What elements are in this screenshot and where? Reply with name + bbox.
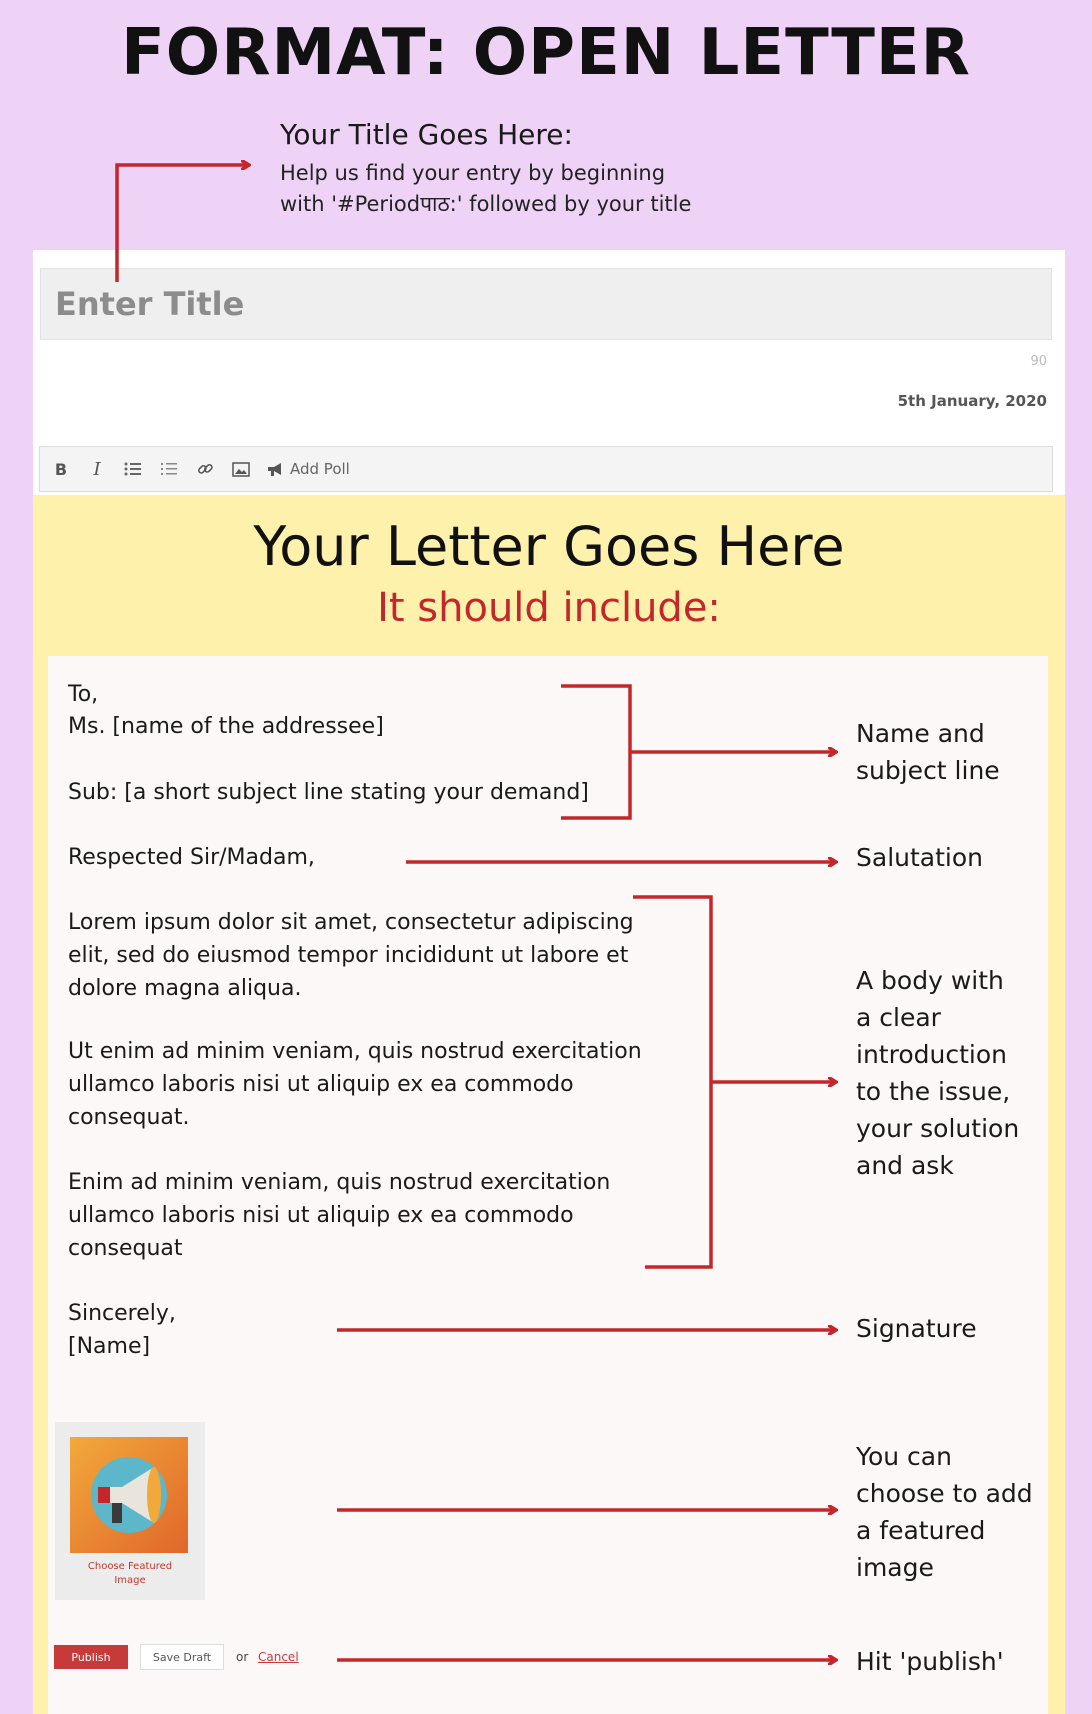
annotation-line: image xyxy=(856,1553,934,1582)
letter-to: To, xyxy=(68,682,99,707)
cancel-link[interactable]: Cancel xyxy=(258,1650,299,1664)
title-hint-line-1: Help us find your entry by beginning xyxy=(280,161,666,185)
letter-paragraph-2-line: consequat. xyxy=(68,1105,190,1130)
or-text: or xyxy=(236,1650,249,1664)
letter-paragraph-3-line: consequat xyxy=(68,1236,183,1261)
annotation-line: You can xyxy=(856,1442,952,1471)
letter-paragraph-2-line: ullamco laboris nisi ut aliquip ex ea commodo xyxy=(68,1072,574,1097)
annotation-line: a clear xyxy=(856,1003,941,1032)
body-bracket xyxy=(633,897,711,1267)
letter-subject: Sub: [a short subject line stating your demand] xyxy=(68,780,589,805)
title-hint-line-2: with '#Periodपाठ:' followed by your title xyxy=(280,192,692,216)
title-hint-arrow xyxy=(117,165,248,282)
annotation-line: Salutation xyxy=(856,843,983,872)
annotation-line: a featured xyxy=(856,1516,986,1545)
char-count: 90 xyxy=(1030,354,1047,369)
letter-subheading: It should include: xyxy=(377,585,721,631)
name-subject-bracket xyxy=(561,686,630,818)
letter-signature-name: [Name] xyxy=(68,1334,151,1359)
title-hint-heading: Your Title Goes Here: xyxy=(280,118,573,151)
annotation-line: Name and xyxy=(856,719,985,748)
letter-paragraph-1-line: dolore magna aliqua. xyxy=(68,976,302,1001)
featured-image-caption-line: Choose Featured xyxy=(87,1561,173,1572)
annotation-line: your solution xyxy=(856,1114,1020,1143)
publish-button[interactable]: Publish xyxy=(54,1645,128,1669)
save-draft-button[interactable]: Save Draft xyxy=(140,1644,224,1670)
annotation-line: and ask xyxy=(856,1151,954,1180)
letter-paragraph-3-line: Enim ad minim veniam, quis nostrud exercitation xyxy=(68,1170,611,1195)
entry-date: 5th January, 2020 xyxy=(897,392,1047,410)
bold-button[interactable]: B xyxy=(54,459,68,479)
letter-salutation: Respected Sir/Madam, xyxy=(68,845,315,870)
annotation-line: Signature xyxy=(856,1314,977,1343)
italic-button[interactable]: I xyxy=(93,458,101,480)
letter-closing-line: Sincerely, xyxy=(68,1301,176,1326)
add-poll-label: Add Poll xyxy=(290,460,350,478)
letter-paragraph-1-line: Lorem ipsum dolor sit amet, consectetur adipiscing xyxy=(68,910,634,935)
featured-image-caption-line: Image xyxy=(114,1575,146,1586)
annotation-line: Hit 'publish' xyxy=(856,1647,1004,1676)
letter-addressee: Ms. [name of the addressee] xyxy=(68,714,384,739)
annotation-line: to the issue, xyxy=(856,1077,1011,1106)
annotation-line: introduction xyxy=(856,1040,1007,1069)
letter-heading: Your Letter Goes Here xyxy=(253,515,845,578)
annotation-line: choose to add xyxy=(856,1479,1033,1508)
page-title: FORMAT: OPEN LETTER xyxy=(121,16,971,90)
letter-paragraph-2-line: Ut enim ad minim veniam, quis nostrud exercitation xyxy=(68,1039,642,1064)
letter-paragraph-3-line: ullamco laboris nisi ut aliquip ex ea commodo xyxy=(68,1203,574,1228)
annotation-line: subject line xyxy=(856,756,1000,785)
letter-paragraph-1-line: elit, sed do eiusmod tempor incididunt ut labore et xyxy=(68,943,629,968)
annotation-line: A body with xyxy=(856,966,1004,995)
